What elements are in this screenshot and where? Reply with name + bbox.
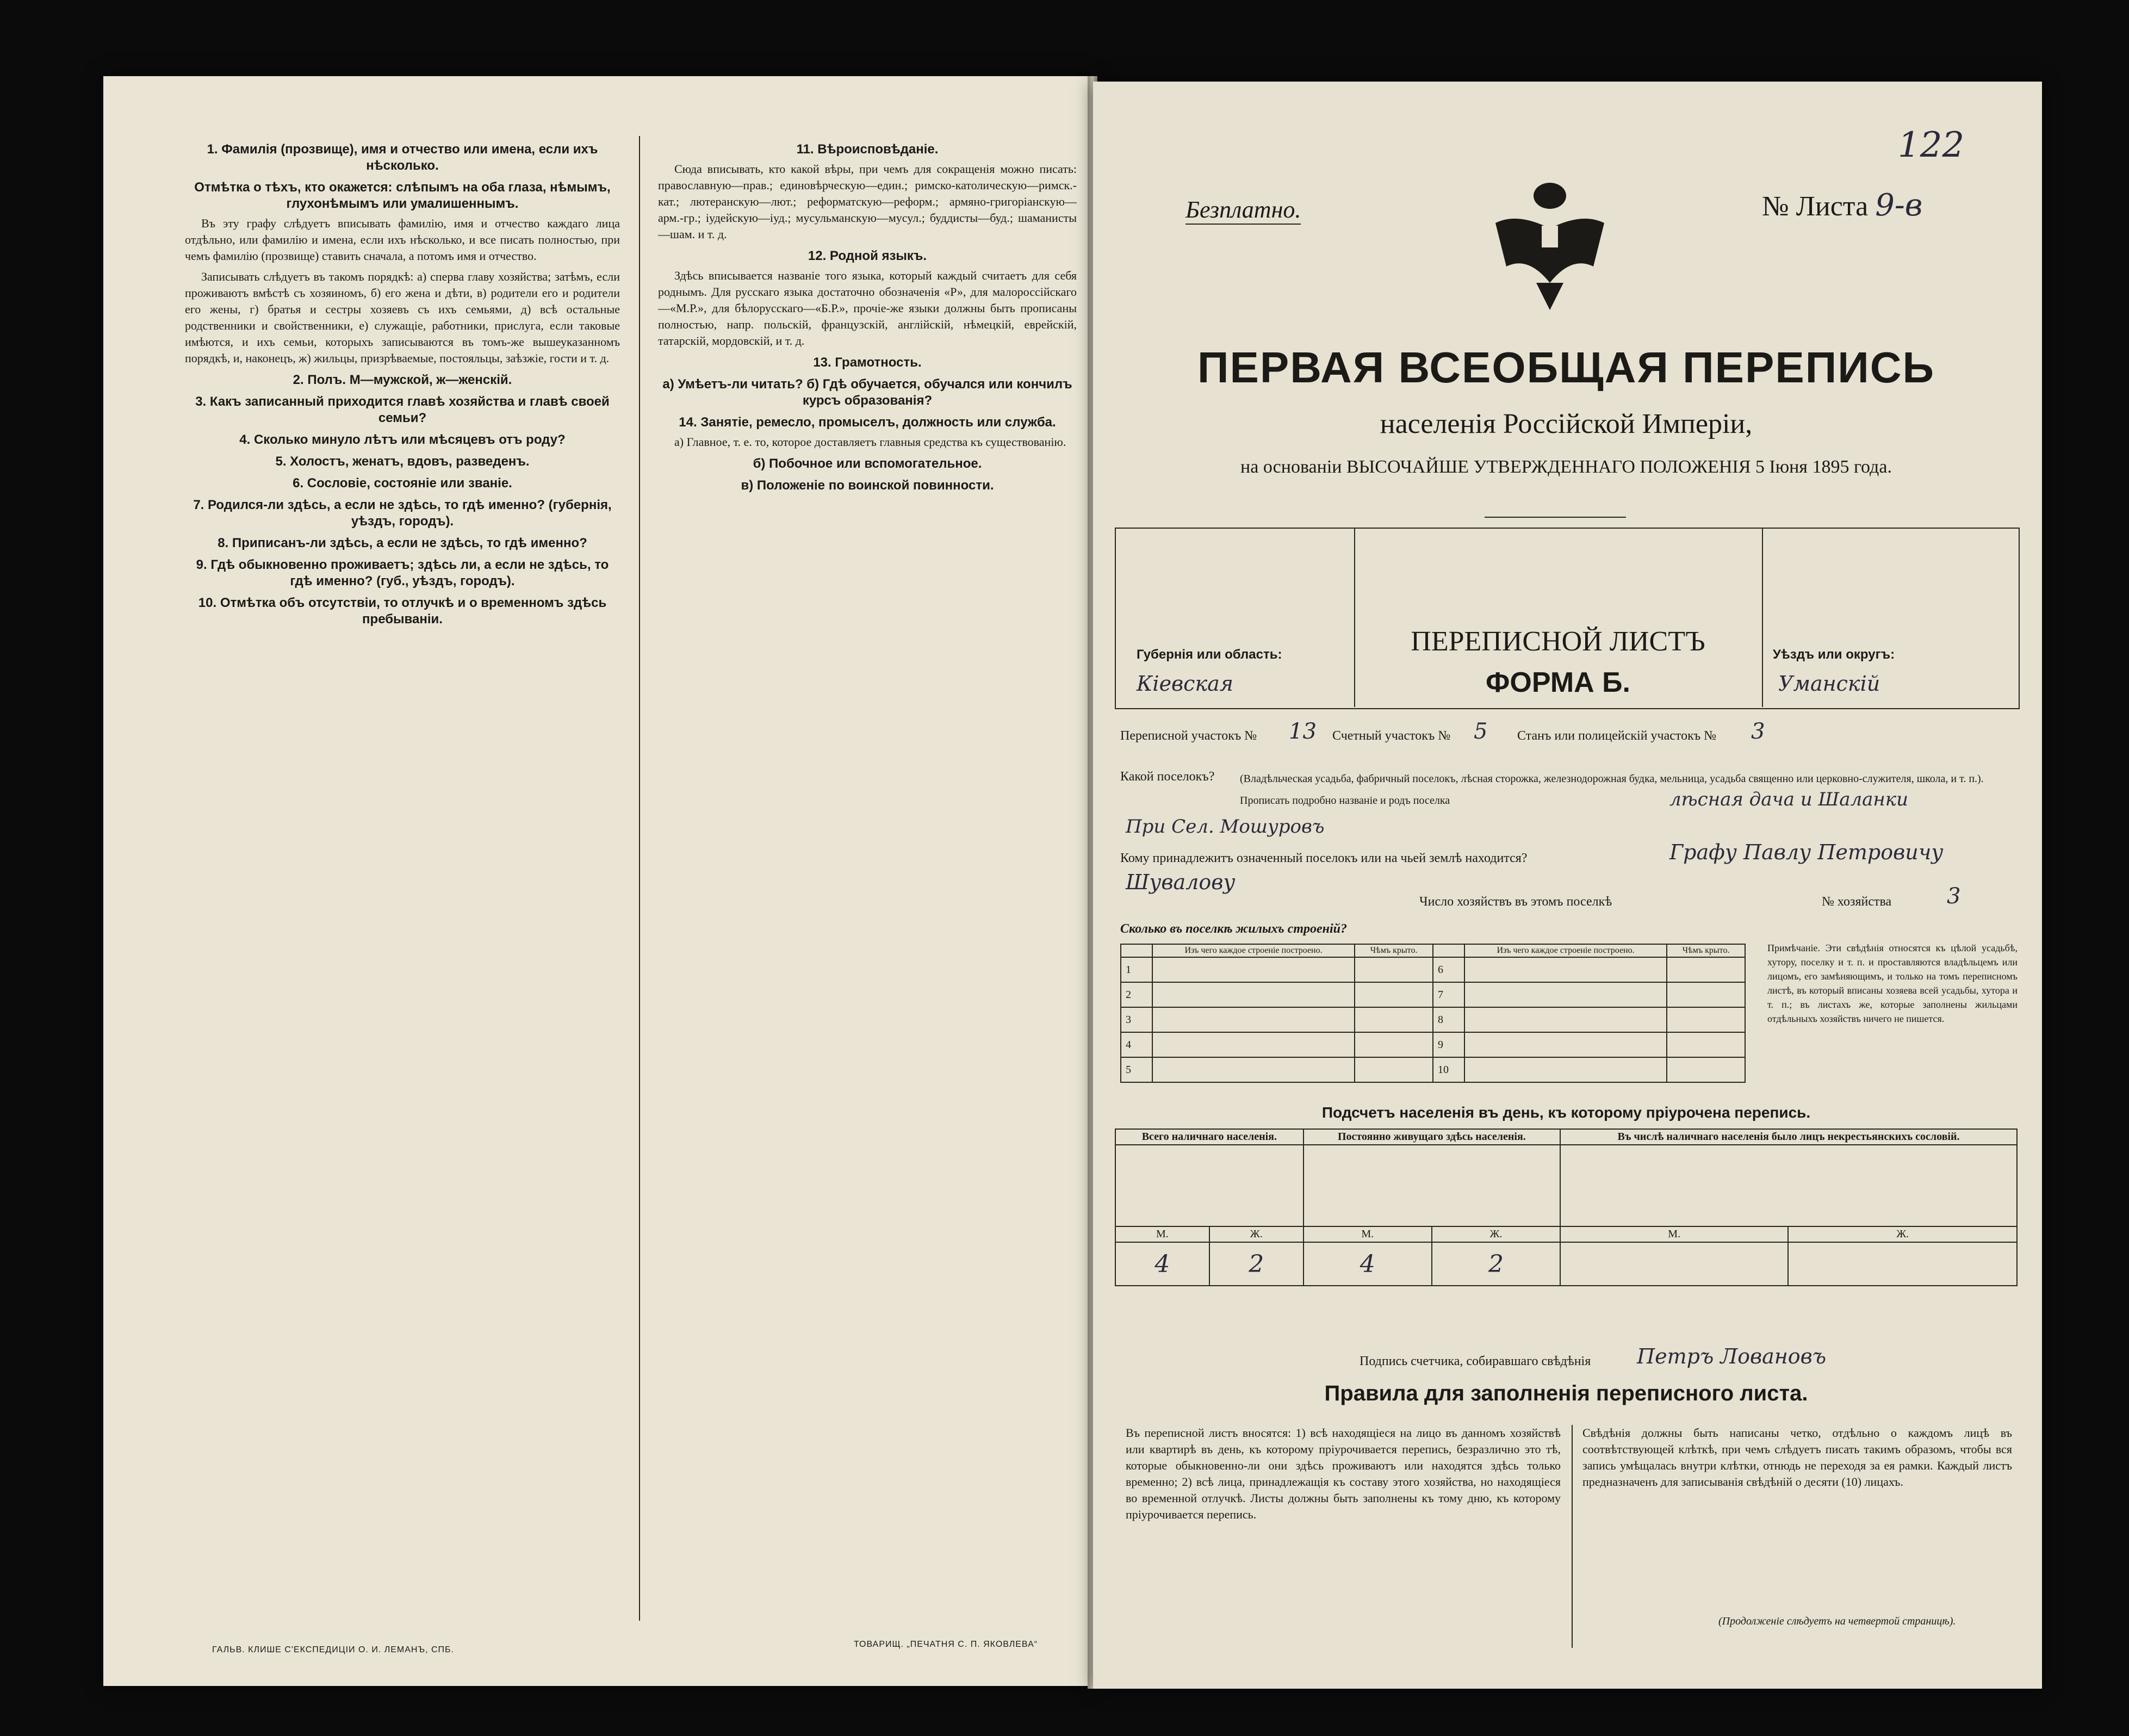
bld-material-cell xyxy=(1464,1057,1667,1082)
bld-col-roof-2: Чѣмъ крыто. xyxy=(1667,944,1745,957)
continuation-note: (Продолженіе слѣдуетъ на четвертой страницѣ). xyxy=(1718,1615,1956,1627)
instruction-heading: Отмѣтка о тѣхъ, кто окажется: слѣпымъ на оба глаза, нѣмымъ, глухонѣмымъ или умалишеннымъ. xyxy=(194,180,611,211)
sheet-number xyxy=(1762,188,1922,223)
bld-col-material-2: Изъ чего каждое строеніе построено. xyxy=(1464,944,1667,957)
count-value-np-f xyxy=(1788,1242,2017,1286)
instruction-heading: 11. Вѣроисповѣданіе. xyxy=(796,142,939,157)
bld-col-roof: Чѣмъ крыто. xyxy=(1355,944,1433,957)
bld-row-number: 1 xyxy=(1121,957,1152,982)
printer-footer-left: ГАЛЬВ. КЛИШЕ С'ЕКСПЕДИЦІИ О. И. ЛЕМАНЪ, СПБ. xyxy=(212,1645,454,1654)
buildings-note: Примѣчаніе. Эти свѣдѣнія относятся къ цѣлой усадьбѣ, хутору, поселку и т. п. и проставляются владѣльцемъ или лицомъ, его замѣняющимъ, и только на томъ переписномъ листѣ, въ который вписаны хозяева всей усадьбы, хутора и т. п.; въ листахъ же, которые заполнены жильцами отдѣльныхъ хозяйствъ ничего не пишется. xyxy=(1767,943,2018,1024)
instruction-heading: 8. Приписанъ-ли здѣсь, а если не здѣсь, то гдѣ именно? xyxy=(218,536,587,550)
right-page xyxy=(1093,82,2042,1689)
bld-material-cell xyxy=(1152,1007,1355,1032)
owner-label: Кому принадлежитъ означенный поселокъ или на чьей землѣ находится? xyxy=(1120,851,1528,865)
buildings-heading: Сколько въ поселкѣ жилыхъ строеній? xyxy=(1120,922,1347,936)
instruction-heading: 12. Родной языкъ. xyxy=(808,249,927,263)
count-value-perm-f: 2 xyxy=(1432,1242,1560,1286)
form-title: ПЕРЕПИСНОЙ ЛИСТЪ xyxy=(1411,626,1705,657)
settlement-value: лѣсная дача и Шаланки xyxy=(1669,789,1909,810)
households-label: Число хозяйствъ въ этомъ поселкѣ xyxy=(1419,895,1612,909)
bld-material-cell xyxy=(1152,957,1355,982)
bld-row-number: 4 xyxy=(1121,1032,1152,1057)
instruction-paragraph: Здѣсь вписывается названіе того языка, который каждый считаетъ для себя роднымъ. Для русскаго языка достаточно обозначенія «Р», для малороссійскаго—«М.Р.», для бѣлорусскаго—«Б.Р.», прочіе-же языки должны быть прописаны полностью, напр. польскій, французскій, англійскій, нѣмецкій, еврейскій, татарскій, мордовскій, и т. д. xyxy=(658,269,1077,348)
uezd-value: Уманскій xyxy=(1778,672,1880,696)
bld-roof-cell xyxy=(1667,1032,1745,1057)
counting-district-label: Счетный участокъ № xyxy=(1332,729,1451,743)
bld-row-number: 3 xyxy=(1121,1007,1152,1032)
printer-footer-right: ТОВАРИЩ. „ПЕЧАТНЯ С. П. ЯКОВЛЕВА“ xyxy=(854,1640,1038,1649)
bld-row-number: 5 xyxy=(1121,1057,1152,1082)
count-col-non-peasant: Въ числѣ наличнаго населенія было лицъ некрестьянскихъ сословій. xyxy=(1560,1129,2017,1145)
bld-roof-cell xyxy=(1667,1007,1745,1032)
bld-roof-cell xyxy=(1667,957,1745,982)
settlement-hint: (Владѣльческая усадьба, фабричный поселокъ, лѣсная сторожка, железнодорожная будка, мельница, усадьба священно или церковно-служителя, школа, и т. п.). Прописать подробно названіе и родъ поселка xyxy=(1240,773,1984,807)
settlement-label: Какой поселокъ? xyxy=(1120,770,1215,784)
bld-col-material: Изъ чего каждое строеніе построено. xyxy=(1152,944,1355,957)
buildings-table xyxy=(1120,944,1746,1083)
buildings-row xyxy=(1121,1057,1745,1082)
legal-basis: на основаніи ВЫСОЧАЙШЕ УТВЕРЖДЕННАГО ПОЛОЖЕНІЯ 5 Іюня 1895 года. xyxy=(1240,457,1892,477)
bld-material-cell xyxy=(1464,982,1667,1007)
count-value-total-f: 2 xyxy=(1209,1242,1304,1286)
instruction-heading: 9. Гдѣ обыкновенно проживаетъ; здѣсь ли, а если не здѣсь, то гдѣ именно? (губ., уѣздъ, городъ). xyxy=(196,557,609,588)
page-number-handwritten: 122 xyxy=(1898,125,1965,165)
form-letter: ФОРМА Б. xyxy=(1486,667,1630,698)
sheet-number-label: № Листа xyxy=(1762,191,1869,222)
instruction-heading: в) Положеніе по воинской повинности. xyxy=(741,478,994,493)
gubernia-value: Кіевская xyxy=(1137,672,1233,696)
bld-roof-cell xyxy=(1355,1057,1433,1082)
left-page xyxy=(103,76,1093,1686)
instruction-heading: 7. Родился-ли здѣсь, а если не здѣсь, то гдѣ именно? (губернія, уѣздъ, городъ). xyxy=(193,498,612,529)
rules-left-text: Въ переписной листъ вносятся: 1) всѣ находящіеся на лицо въ данномъ хозяйствѣ или квартирѣ въ день, къ которому пріурочивается перепись, безразлично это тѣ, которые обыкновенно-ли они здѣсь проживаютъ или находятся здѣсь только временно; 2) всѣ лица, принадлежащія къ составу этого хозяйства, но находящіеся во временной отлучкѣ. Листы должны быть заполнены къ тому дню, къ которому пріурочивается перепись. xyxy=(1126,1426,1561,1521)
instruction-heading: 2. Полъ. М—мужской, ж—женскій. xyxy=(293,373,512,387)
header-box-divider-right xyxy=(1762,528,1763,707)
census-district-value: 13 xyxy=(1289,719,1317,744)
free-of-charge-label: Безплатно. xyxy=(1185,196,1301,225)
bld-roof-cell xyxy=(1667,1057,1745,1082)
title-rule xyxy=(1485,517,1626,518)
bld-row-number: 7 xyxy=(1433,982,1464,1007)
count-f-3: Ж. xyxy=(1788,1226,2017,1242)
owner-value-line2: Шувалову xyxy=(1126,870,1236,894)
instruction-heading: 1. Фамилія (прозвище), имя и отчество или имена, если ихъ нѣсколько. xyxy=(207,142,598,173)
count-value-perm-m: 4 xyxy=(1304,1242,1432,1286)
bld-row-number: 2 xyxy=(1121,982,1152,1007)
count-value-total-m: 4 xyxy=(1115,1242,1209,1286)
instruction-heading: 3. Какъ записанный приходится главѣ хозяйства и главѣ своей семьи? xyxy=(195,394,610,425)
buildings-row xyxy=(1121,957,1745,982)
bld-material-cell xyxy=(1152,1032,1355,1057)
stan-label: Станъ или полицейскій участокъ № xyxy=(1517,729,1717,743)
bld-row-number: 8 xyxy=(1433,1007,1464,1032)
uezd-label: Уѣздъ или округъ: xyxy=(1773,647,1895,662)
census-district-label: Переписной участокъ № xyxy=(1120,729,1257,743)
count-col-permanent: Постоянно живущаго здѣсь населенія. xyxy=(1304,1129,1560,1145)
population-count-table xyxy=(1115,1129,2018,1286)
instruction-heading: 5. Холостъ, женатъ, вдовъ, разведенъ. xyxy=(275,454,530,469)
count-value-np-m xyxy=(1560,1242,1788,1286)
bld-row-number: 10 xyxy=(1433,1057,1464,1082)
column-divider xyxy=(639,136,640,1621)
count-f-1: Ж. xyxy=(1209,1226,1304,1242)
instruction-heading: 4. Сколько минуло лѣтъ или мѣсяцевъ отъ роду? xyxy=(239,432,566,447)
instruction-heading: а) Умѣетъ-ли читать? б) Гдѣ обучается, обучался или кончилъ курсъ образованія? xyxy=(662,377,1072,408)
bld-roof-cell xyxy=(1355,1032,1433,1057)
instruction-heading: б) Побочное или вспомогательное. xyxy=(753,456,982,471)
instruction-paragraph: а) Главное, т. е. то, которое доставляетъ главныя средства къ существованію. xyxy=(674,435,1066,449)
instructions-column-1 xyxy=(185,136,620,1626)
census-title: ПЕРВАЯ ВСЕОБЩАЯ ПЕРЕПИСЬ xyxy=(1197,343,1935,392)
household-number-value: 3 xyxy=(1947,884,1961,909)
bld-roof-cell xyxy=(1355,957,1433,982)
rules-title: Правила для заполненія переписного листа. xyxy=(1324,1381,1808,1405)
imperial-eagle-emblem xyxy=(1485,174,1615,315)
enumerator-signature-value: Петръ Ловановъ xyxy=(1637,1344,1827,1368)
owner-value: Графу Павлу Петровичу xyxy=(1669,840,1944,864)
household-number-label: № хозяйства xyxy=(1822,895,1892,909)
bld-roof-cell xyxy=(1355,982,1433,1007)
count-f-2: Ж. xyxy=(1432,1226,1560,1242)
instruction-paragraph: Въ эту графу слѣдуетъ вписывать фамилію, имя и отчество каждаго лица отдѣльно, или фамилію и имена, если ихъ нѣсколько, и все писать полностью, при чемъ фамилію (прозвище) ставить сначала, а потомъ имя и отчество. xyxy=(185,216,620,263)
bld-row-number: 9 xyxy=(1433,1032,1464,1057)
buildings-row xyxy=(1121,982,1745,1007)
settlement-value-line2: При Сел. Мошуровъ xyxy=(1126,816,1325,838)
instruction-heading: 14. Занятіе, ремесло, промыселъ, должность или служба. xyxy=(679,415,1056,430)
counting-district-value: 5 xyxy=(1474,719,1488,744)
instruction-paragraph: Записывать слѣдуетъ въ такомъ порядкѣ: а) сперва главу хозяйства; затѣмъ, если проживаютъ вмѣстѣ съ хозяиномъ, б) его жена и дѣти, в) родители его и родители его жены, г) братья и сестры хозяевъ съ ихъ семьями, д) всѣ остальные родственники и свойственники, е) служащіе, работники, прислуга, если таковые имѣются, и ихъ семьи, которыхъ записываются въ томъ-же вышеуказанномъ порядкѣ, и, наконецъ, ж) жильцы, призрѣваемые, постояльцы, заѣзжіе, гости и т. д. xyxy=(185,270,620,365)
count-m-2: М. xyxy=(1304,1226,1432,1242)
count-col-total: Всего наличнаго населенія. xyxy=(1115,1129,1304,1145)
stan-value: 3 xyxy=(1751,719,1765,744)
bld-material-cell xyxy=(1464,1007,1667,1032)
bld-material-cell xyxy=(1152,1057,1355,1082)
bld-material-cell xyxy=(1464,957,1667,982)
rules-divider xyxy=(1572,1425,1573,1648)
instruction-heading: 10. Отмѣтка объ отсутствіи, то отлучкѣ и о временномъ здѣсь пребываніи. xyxy=(198,596,607,627)
enumerator-signature-label: Подпись счетчика, собиравшаго свѣдѣнія xyxy=(1360,1354,1591,1368)
bld-row-number: 6 xyxy=(1433,957,1464,982)
population-count-heading: Подсчетъ населенія въ день, къ которому пріурочена перепись. xyxy=(1321,1104,1811,1121)
bld-material-cell xyxy=(1152,982,1355,1007)
instruction-heading: 13. Грамотность. xyxy=(813,355,922,370)
bld-roof-cell xyxy=(1667,982,1745,1007)
gubernia-label: Губернія или область: xyxy=(1137,647,1282,662)
census-subtitle: населенія Россійской Имперіи, xyxy=(1380,408,1753,439)
buildings-row xyxy=(1121,1007,1745,1032)
count-m-3: М. xyxy=(1560,1226,1788,1242)
instructions-column-2 xyxy=(658,136,1077,1626)
bld-material-cell xyxy=(1464,1032,1667,1057)
count-m-1: М. xyxy=(1115,1226,1209,1242)
buildings-row xyxy=(1121,1032,1745,1057)
bld-roof-cell xyxy=(1355,1007,1433,1032)
instruction-paragraph: Сюда вписывать, кто какой вѣры, при чемъ для сокращенія можно писать: православную—прав.; единовѣрческую—един.; римско-католическую—римск.-кат.; лютеранскую—лют.; реформатскую—реформ.; армяно-григоріанскую—арм.-гр.; іудейскую—іуд.; мусульманскую—мусул.; буддисты—буд.; шаманисты—шам. и т. д. xyxy=(658,162,1077,241)
sheet-number-value: 9-в xyxy=(1875,188,1923,223)
rules-right-text: Свѣдѣнія должны быть написаны четко, отдѣльно о каждомъ лицѣ въ соотвѣтствующей клѣткѣ, при чемъ слѣдуетъ писать такимъ образомъ, чтобы вся запись умѣщалась внутри клѣтки, отнюдь не переходя за ея рамки. Каждый листъ предназначенъ для записыванія свѣдѣній о десяти (10) лицахъ. xyxy=(1582,1426,2012,1489)
instruction-heading: 6. Сословіе, состояніе или званіе. xyxy=(293,476,512,491)
